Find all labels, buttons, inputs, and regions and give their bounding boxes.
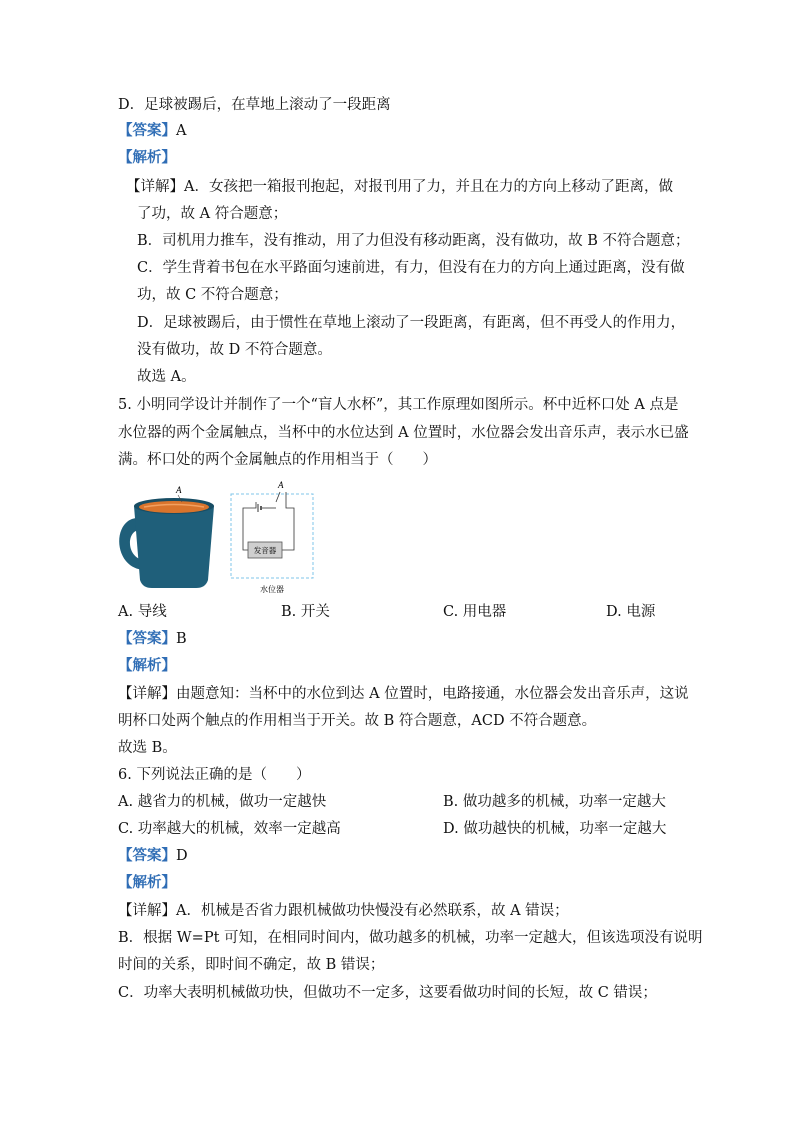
q4-detail-3a: C．学生背着书包在水平路面匀速前进，有力，但没有在力的方向上通过距离，没有做 — [137, 260, 685, 276]
q4-answer — [118, 121, 186, 141]
q6-option-a: A. 越省力的机械，做功一定越快 — [118, 794, 327, 810]
q4-conclusion: 故选 A。 — [137, 369, 196, 385]
q4-detail-3b: 功，故 C 不符合题意； — [137, 287, 288, 303]
circuit-point-a-label: A — [278, 480, 284, 490]
q4-option-d: D．足球被踢后，在草地上滚动了一段距离 — [118, 97, 391, 113]
q5-option-d: D. 电源 — [606, 604, 656, 620]
q6-detail-2b: 时间的关系，即时间不确定，故 B 错误； — [118, 957, 385, 973]
cup-body — [134, 506, 214, 588]
q4-detail-2: B．司机用力推车，没有推动，用了力但没有移动距离，没有做功，故 B 不符合题意； — [137, 233, 690, 249]
answer-label: 【答案】 — [118, 847, 176, 864]
cup-point-a-label: A — [176, 485, 182, 495]
q6-detail-1: 【详解】A．机械是否省力跟机械做功快慢没有必然联系，故 A 错误； — [118, 903, 569, 919]
figure-caption: 水位器 — [260, 585, 284, 594]
q4-analysis-label: 【解析】 — [118, 149, 176, 166]
answer-label: 【答案】 — [118, 630, 176, 647]
q5-answer — [118, 629, 187, 649]
q4-detail-1a: 【详解】A．女孩把一箱报刊抱起，对报刊用了力，并且在力的方向上移动了距离，做 — [126, 179, 673, 195]
q5-option-b: B. 开关 — [281, 604, 330, 620]
answer-value: A — [176, 123, 187, 139]
q5-detail-2: 明杯口处两个触点的作用相当于开关。故 B 符合题意，ACD 不符合题意。 — [118, 713, 597, 729]
q4-detail-4b: 没有做功，故 D 不符合题意。 — [137, 342, 332, 358]
q6-detail-2a: B．根据 W=Pt 可知，在相同时间内，做功越多的机械，功率一定越大，但该选项没有说明 — [118, 930, 703, 946]
q6-option-d: D. 做功越快的机械，功率一定越大 — [443, 821, 667, 837]
liquid-surface — [139, 501, 209, 513]
q5-analysis-label: 【解析】 — [118, 657, 176, 674]
q4-detail-1b: 了功，故 A 符合题意； — [137, 206, 288, 222]
answer-label: 【答案】 — [118, 122, 176, 139]
q6-answer — [118, 846, 188, 866]
cup-circuit-figure — [118, 478, 318, 596]
q5-detail-1: 【详解】由题意知：当杯中的水位到达 A 位置时，电路接通，水位器会发出音乐声，这说 — [118, 686, 689, 702]
sound-device-label: 发音器 — [253, 546, 277, 555]
q4-detail-4a: D．足球被踢后，由于惯性在草地上滚动了一段距离，有距离，但不再受人的作用力， — [137, 315, 686, 331]
q6-analysis-label: 【解析】 — [118, 874, 176, 891]
answer-value: D — [176, 848, 188, 864]
q5-stem-3: 满。杯口处的两个金属触点的作用相当于（ ） — [118, 452, 437, 468]
q5-option-c: C. 用电器 — [443, 604, 507, 620]
q5-stem-1: 5. 小明同学设计并制作了一个“盲人水杯”，其工作原理如图所示。杯中近杯口处 A 点是 — [118, 397, 679, 413]
q6-stem: 6. 下列说法正确的是（ ） — [118, 767, 311, 783]
q5-option-a: A. 导线 — [118, 604, 167, 620]
q6-option-b: B. 做功越多的机械，功率一定越大 — [443, 794, 666, 810]
q5-conclusion: 故选 B。 — [118, 740, 177, 756]
q6-option-c: C. 功率越大的机械，效率一定越高 — [118, 821, 341, 837]
q6-detail-3: C．功率大表明机械做功快，但做功不一定多，这要看做功时间的长短，故 C 错误； — [118, 985, 657, 1001]
answer-value: B — [176, 631, 187, 647]
q5-stem-2: 水位器的两个金属触点，当杯中的水位达到 A 位置时，水位器会发出音乐声，表示水已盛 — [118, 425, 689, 441]
